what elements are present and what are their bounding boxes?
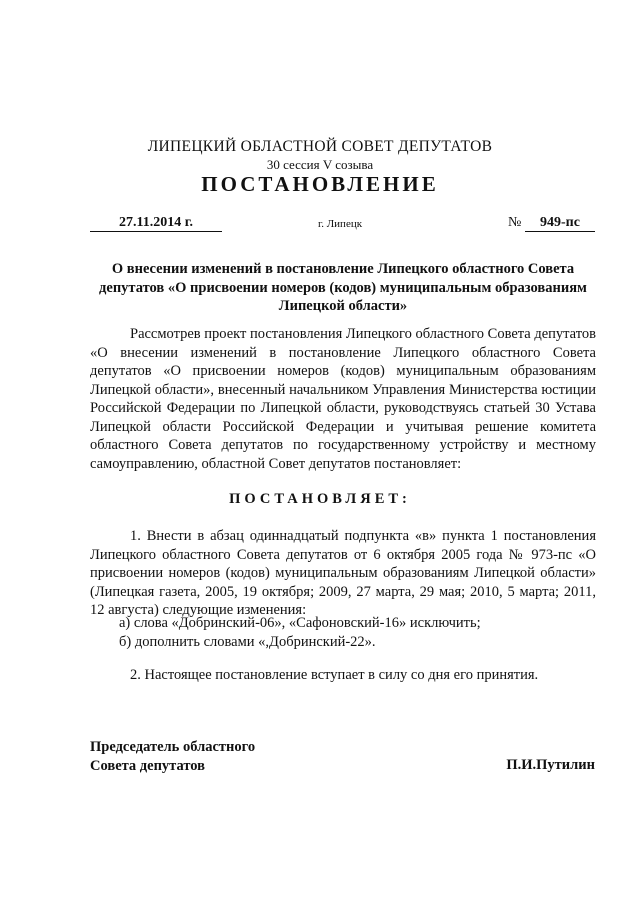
document-type-title: ПОСТАНОВЛЕНИЕ bbox=[201, 172, 439, 196]
item-2-paragraph: 2. Настоящее постановление вступает в силу со дня его принятия. bbox=[130, 667, 539, 683]
session-info: 30 сессия V созыва bbox=[266, 157, 374, 172]
item-1a: а) слова «Добринский-06», «Сафоновский-16» исключить; bbox=[119, 615, 481, 631]
signatory-name: П.И.Путилин bbox=[506, 757, 595, 773]
signatory-position-line2: Совета депутатов bbox=[90, 757, 206, 774]
number-label: № bbox=[508, 215, 522, 230]
document-date: 27.11.2014 г. bbox=[90, 214, 222, 232]
resolves-heading: ПОСТАНОВЛЯЕТ: bbox=[229, 491, 411, 507]
document-number: 949-пс bbox=[525, 214, 595, 232]
signatory-position bbox=[90, 738, 255, 775]
document-city: г. Липецк bbox=[317, 218, 363, 230]
item-1b: б) дополнить словами «,Добринский-22». bbox=[119, 634, 376, 650]
item-1-paragraph: 1. Внести в абзац одиннадцатый подпункта «в» пункта 1 постановления Липецкого областного Совета депутатов от 6 октября 2005 года № 973-пс «О присвоении номеров (кодов) муниципальным образованиям Липецкой области» (Липецкая газета, 2005, 19 октября; 2009, 27 марта, 29 мая; 2010, 5 марта; 2011, 12 августа) следующие изменения: bbox=[90, 528, 596, 618]
preamble-paragraph: Рассмотрев проект постановления Липецкого областного Совета депутатов «О внесении изменений в постановление Липецкого областного Совета депутатов «О присвоении номеров (кодов) муниципальным образованиям Липецкой области», внесенный начальником Управления Министерства юстиции Российской Федерации по Липецкой области, руководствуясь статьей 30 Устава Липецкой области Российской Федерации и учитывая решение комитета областного Совета депутатов по государственному устройству и местному самоуправлению, областной Совет депутатов постановляет: bbox=[90, 326, 596, 472]
document-subject: О внесении изменений в постановление Липецкого областного Совета депутатов «О присвоении номеров (кодов) муниципальным образованиям Липецкой области» bbox=[99, 261, 587, 314]
signatory-position-line1: Председатель областного bbox=[90, 739, 256, 755]
council-name: ЛИПЕЦКИЙ ОБЛАСТНОЙ СОВЕТ ДЕПУТАТОВ bbox=[147, 138, 493, 155]
